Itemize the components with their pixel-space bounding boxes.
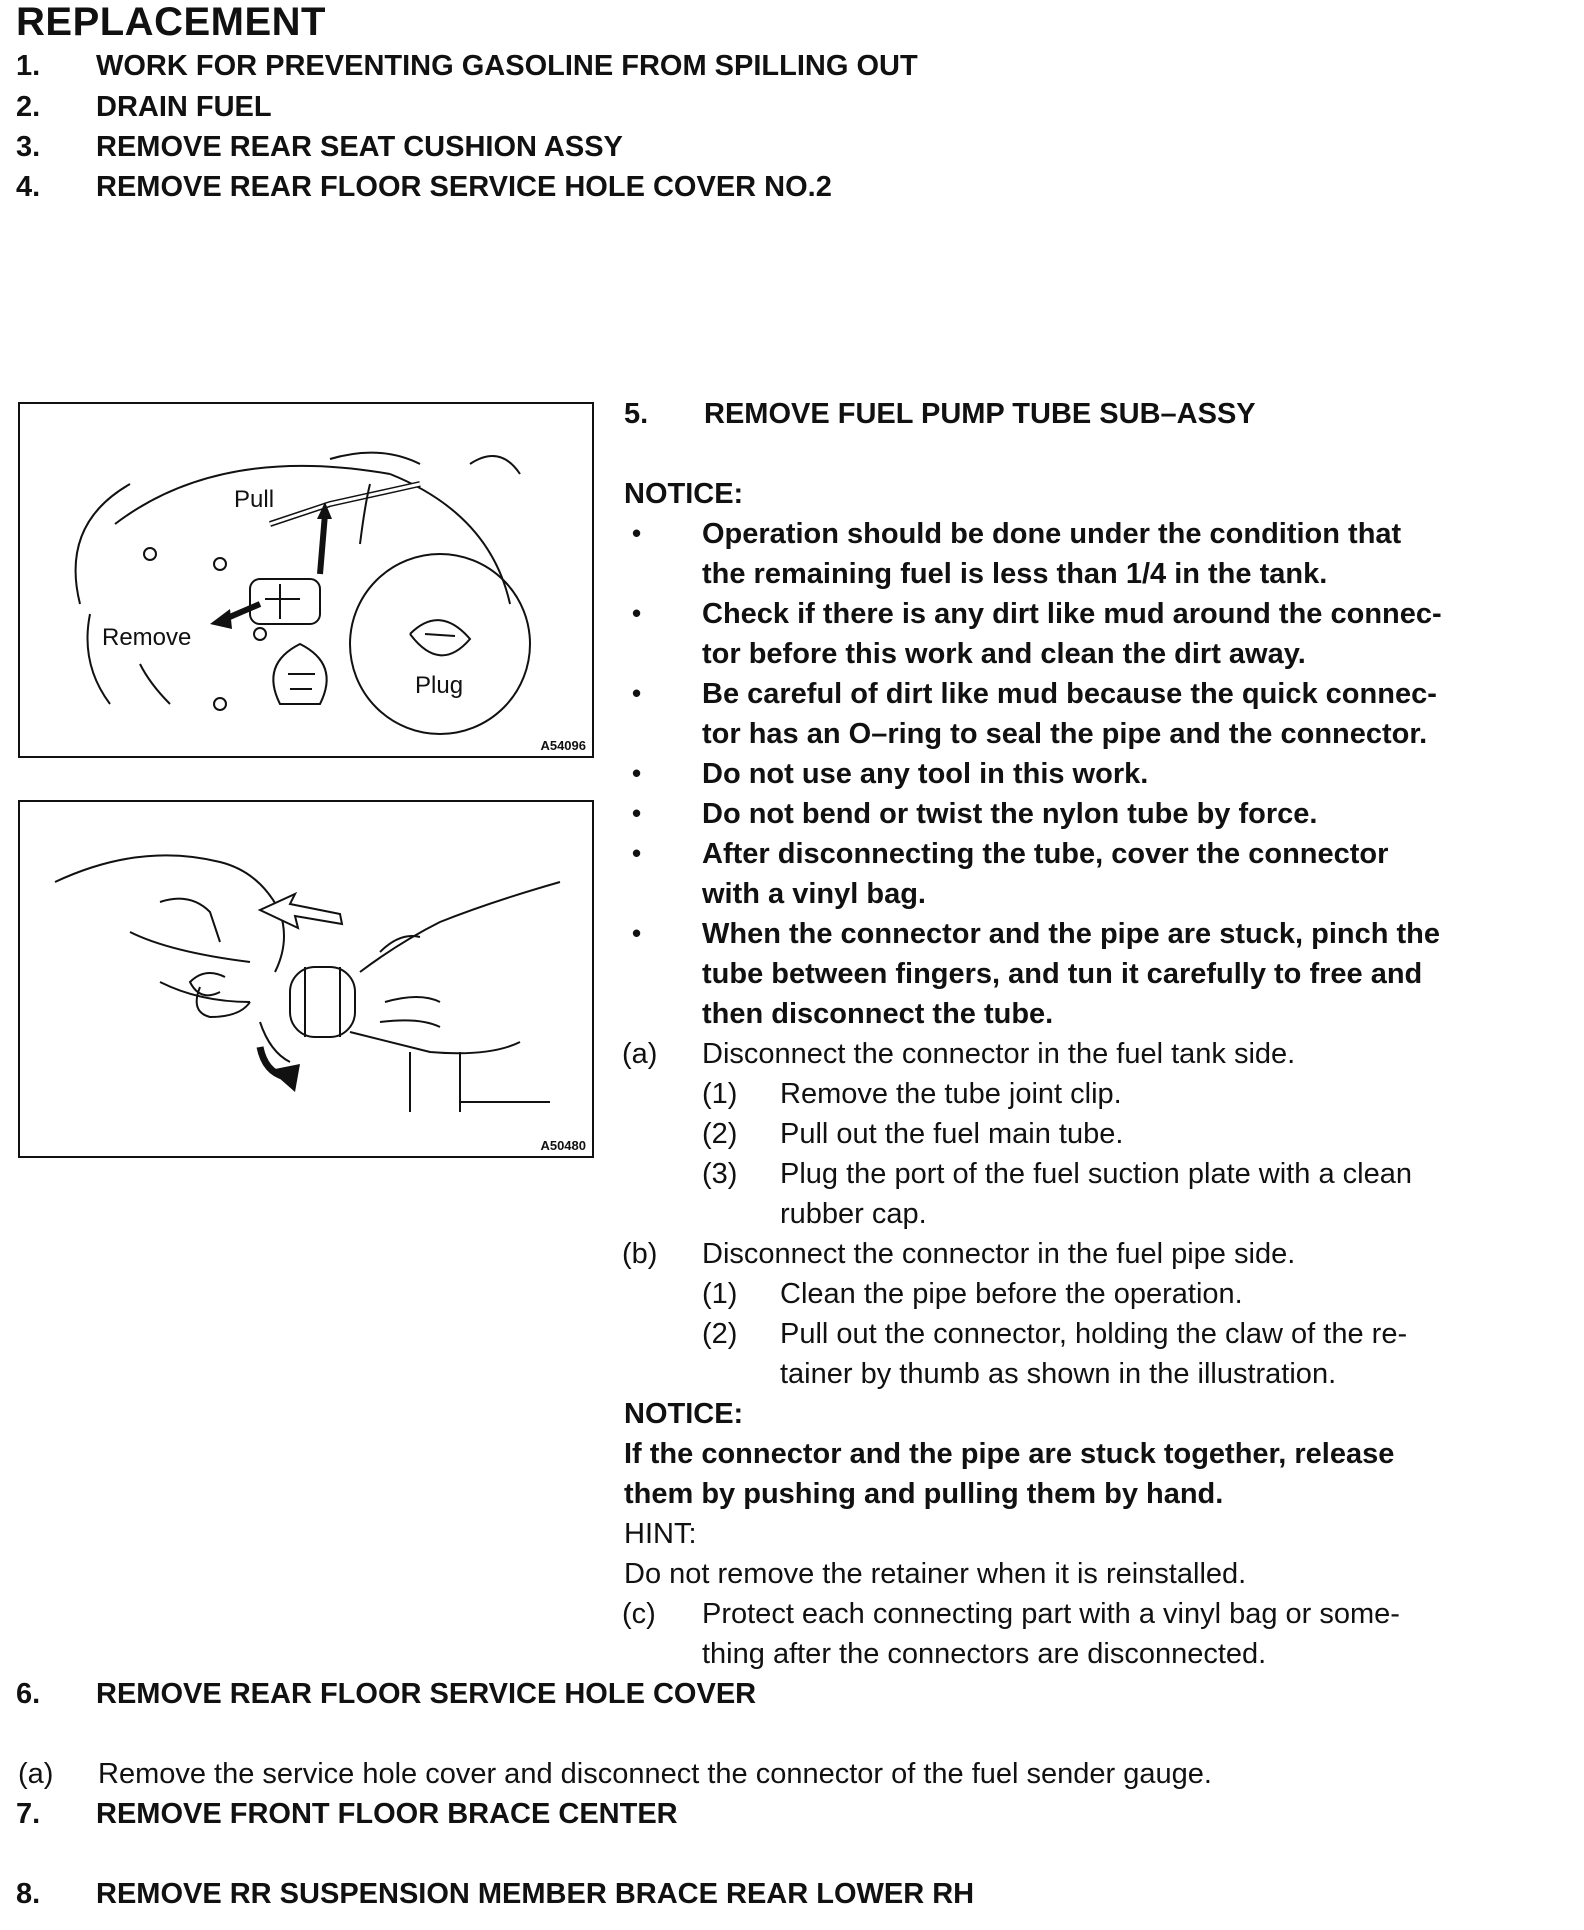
hint-label: HINT: (624, 1518, 697, 1550)
sub-b-label: (b) (622, 1238, 658, 1270)
bullet-line: Do not use any tool in this work. (702, 758, 1149, 790)
bullet-line: When the connector and the pipe are stuck, pinch the (702, 918, 1440, 950)
sub-a-item-1-num: (1) (702, 1078, 738, 1110)
bullet-dot: • (632, 678, 642, 708)
sub-b-item-2-num: (2) (702, 1318, 738, 1350)
sub-c-text: thing after the connectors are disconnected. (702, 1638, 1267, 1670)
step-number: 7. (16, 1798, 41, 1830)
sub-c-text: Protect each connecting part with a vinyl bag or some- (702, 1598, 1400, 1630)
notice-label: NOTICE: (624, 478, 744, 510)
step6-a-label: (a) (18, 1758, 54, 1790)
step-number: 1. (16, 50, 41, 82)
hint-text: Do not remove the retainer when it is reinstalled. (624, 1558, 1247, 1590)
sub-b-item-1-num: (1) (702, 1278, 738, 1310)
label-remove: Remove (102, 624, 192, 651)
notice2-label: NOTICE: (624, 1398, 744, 1430)
step-title: WORK FOR PREVENTING GASOLINE FROM SPILLING OUT (96, 50, 918, 82)
sub-a-item-3-num: (3) (702, 1158, 738, 1190)
step-title: REMOVE RR SUSPENSION MEMBER BRACE REAR LOWER RH (96, 1878, 975, 1910)
bullet-line: Operation should be done under the condition that (702, 518, 1402, 550)
figure-code: A50480 (540, 1138, 586, 1153)
bullet-line: tor has an O–ring to seal the pipe and the connector. (702, 718, 1428, 750)
step-number: 5. (624, 398, 649, 430)
bullet-line: Be careful of dirt like mud because the quick connec- (702, 678, 1437, 710)
sub-a-item-2-text: Pull out the fuel main tube. (780, 1118, 1124, 1150)
hands-connector-illustration (20, 802, 592, 1156)
sub-a-item-3-text: rubber cap. (780, 1198, 927, 1230)
figure-connector-release (18, 800, 594, 1158)
bullet-line: tube between fingers, and tun it carefully to free and (702, 958, 1423, 990)
sub-b-text: Disconnect the connector in the fuel pipe side. (702, 1238, 1296, 1270)
bullet-line: with a vinyl bag. (702, 878, 926, 910)
notice2-text: If the connector and the pipe are stuck together, release (624, 1438, 1395, 1470)
bullet-line: After disconnecting the tube, cover the connector (702, 838, 1389, 870)
sub-b-item-2-text: tainer by thumb as shown in the illustration. (780, 1358, 1337, 1390)
step-number: 3. (16, 131, 41, 163)
bullet-line: Check if there is any dirt like mud around the connec- (702, 598, 1442, 630)
sub-a-item-2-num: (2) (702, 1118, 738, 1150)
step-number: 8. (16, 1878, 41, 1910)
figure-fuel-pump-tube (18, 402, 594, 758)
label-plug: Plug (415, 672, 464, 699)
bullet-dot: • (632, 598, 642, 628)
fuel-pump-illustration (20, 404, 592, 756)
step-title: REMOVE FUEL PUMP TUBE SUB–ASSY (704, 398, 1256, 430)
bullet-dot: • (632, 758, 642, 788)
step-number: 4. (16, 171, 41, 203)
sub-a-item-3-text: Plug the port of the fuel suction plate with a clean (780, 1158, 1412, 1190)
page-title: REPLACEMENT (16, 0, 326, 44)
sub-b-item-2-text: Pull out the connector, holding the claw of the re- (780, 1318, 1408, 1350)
step-title: REMOVE REAR SEAT CUSHION ASSY (96, 131, 623, 163)
bullet-line: the remaining fuel is less than 1/4 in the tank. (702, 558, 1328, 590)
step-number: 6. (16, 1678, 41, 1710)
step-title: REMOVE REAR FLOOR SERVICE HOLE COVER (96, 1678, 757, 1710)
notice2-text: them by pushing and pulling them by hand. (624, 1478, 1224, 1510)
sub-b-item-1-text: Clean the pipe before the operation. (780, 1278, 1243, 1310)
bullet-line: then disconnect the tube. (702, 998, 1054, 1030)
sub-c-label: (c) (622, 1598, 656, 1630)
step-number: 2. (16, 91, 41, 123)
step-title: DRAIN FUEL (96, 91, 272, 123)
sub-a-item-1-text: Remove the tube joint clip. (780, 1078, 1122, 1110)
step-title: REMOVE FRONT FLOOR BRACE CENTER (96, 1798, 678, 1830)
bullet-line: Do not bend or twist the nylon tube by force. (702, 798, 1318, 830)
bullet-dot: • (632, 838, 642, 868)
label-pull: Pull (234, 486, 275, 513)
step-title: REMOVE REAR FLOOR SERVICE HOLE COVER NO.2 (96, 171, 832, 203)
sub-a-text: Disconnect the connector in the fuel tank side. (702, 1038, 1296, 1070)
bullet-dot: • (632, 518, 642, 548)
bullet-dot: • (632, 798, 642, 828)
bullet-line: tor before this work and clean the dirt away. (702, 638, 1306, 670)
bullet-dot: • (632, 918, 642, 948)
figure-code: A54096 (540, 738, 586, 753)
step6-a-text: Remove the service hole cover and disconnect the connector of the fuel sender gauge. (98, 1758, 1212, 1790)
sub-a-label: (a) (622, 1038, 658, 1070)
